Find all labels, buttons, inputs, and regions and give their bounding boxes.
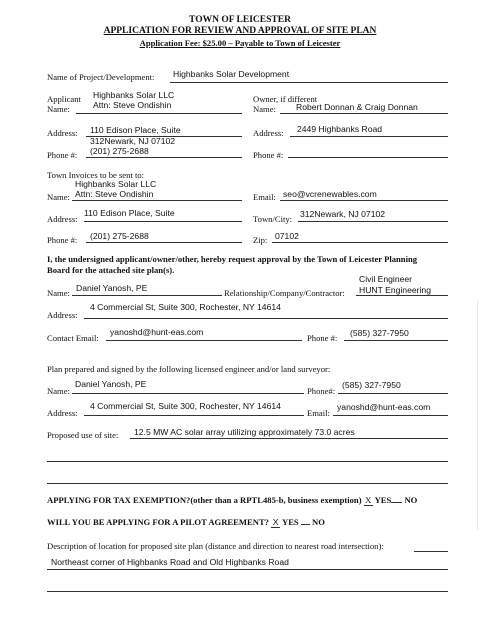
- invoices-name-line1[interactable]: Highbanks Solar LLC: [75, 179, 157, 189]
- pilot-no-blank[interactable]: [301, 524, 310, 525]
- plan-use-underline: [130, 438, 448, 439]
- request-phone-underline: [344, 340, 448, 341]
- owner-address-underline: [290, 136, 448, 137]
- invoices-email-label: Email:: [253, 192, 276, 202]
- request-address[interactable]: 4 Commercial St, Suite 300, Rochester, NY 14614: [90, 302, 281, 312]
- owner-label: Owner, if different: [253, 94, 318, 104]
- request-name-label: Name:: [47, 288, 70, 298]
- plan-name-underline: [72, 393, 304, 394]
- invoices-phone[interactable]: (201) 275-2688: [90, 231, 149, 241]
- pilot-text: WILL YOU BE APPLYING FOR A PILOT AGREEMENT?: [47, 517, 269, 527]
- invoices-address[interactable]: 110 Edison Place, Suite: [84, 208, 175, 218]
- request-relationship-line2[interactable]: HUNT Engineering: [359, 285, 431, 295]
- scan-edge: [477, 300, 478, 530]
- invoices-email-underline: [280, 200, 448, 201]
- plan-phone-underline: [338, 393, 448, 394]
- request-statement-line1: I, the undersigned applicant/owner/other, hereby request approval by the Town of Leicester Planning: [47, 254, 418, 264]
- project-label: Name of Project/Development:: [47, 72, 155, 82]
- tax-yes-blank[interactable]: X: [365, 495, 372, 505]
- request-phone-label: Phone #:: [307, 333, 338, 343]
- tax-no-label: NO: [404, 495, 418, 505]
- owner-address-label: Address:: [253, 128, 284, 138]
- invoices-zip-label: Zip:: [253, 235, 268, 245]
- plan-address[interactable]: 4 Commercial St, Suite 300, Rochester, NY 14614: [90, 401, 281, 411]
- form-title: APPLICATION FOR REVIEW AND APPROVAL OF SITE PLAN: [103, 26, 377, 36]
- request-email-label: Contact Email:: [47, 333, 99, 343]
- plan-address-underline: [84, 415, 304, 416]
- invoices-towncity-label: Town/City:: [253, 214, 293, 224]
- plan-use-label: Proposed use of site:: [47, 430, 119, 440]
- location-value[interactable]: Northeast corner of Highbanks Road and Old Highbanks Road: [51, 557, 289, 567]
- request-statement-line2: Board for the attached site plan(s).: [47, 265, 175, 275]
- request-relationship-underline: [356, 295, 448, 296]
- location-value-underline: [47, 569, 448, 570]
- applicant-address-line2[interactable]: 312Newark, NJ 07102: [90, 136, 176, 146]
- request-address-label: Address:: [47, 310, 78, 320]
- plan-email[interactable]: yanoshd@hunt-eas.com: [337, 402, 431, 412]
- applicant-name-line2[interactable]: Attn: Steve Ondishin: [93, 100, 172, 110]
- applicant-phone-underline: [86, 157, 242, 158]
- pilot-agreement-question: [47, 517, 325, 528]
- plan-email-label: Email:: [307, 408, 330, 418]
- owner-phone-underline: [288, 157, 448, 158]
- invoices-name-line2[interactable]: Attn: Steve Ondishin: [75, 189, 154, 199]
- location-label: Description of location for proposed site plan (distance and direction to nearest road intersection):: [47, 541, 384, 551]
- invoices-zip[interactable]: 07102: [275, 231, 299, 241]
- invoices-address-underline: [84, 221, 242, 222]
- town-heading: TOWN OF LEICESTER: [189, 15, 291, 25]
- plan-use[interactable]: 12.5 MW AC solar array utilizing approximately 73.0 acres: [134, 427, 355, 437]
- plan-name-label: Name:: [47, 386, 70, 396]
- pilot-yes-blank[interactable]: X: [272, 517, 279, 527]
- applicant-label: Applicant: [47, 94, 81, 104]
- project-underline: [170, 82, 448, 83]
- invoices-name-label: Name:: [47, 192, 70, 202]
- tax-yes-label: YES: [374, 495, 392, 505]
- owner-name-label: Name:: [253, 104, 276, 114]
- invoices-email[interactable]: seo@vcrenewables.com: [283, 189, 377, 199]
- owner-name[interactable]: Robert Donnan & Craig Donnan: [296, 102, 418, 112]
- invoices-address-label: Address:: [47, 214, 78, 224]
- applicant-phone-label: Phone #:: [47, 150, 78, 160]
- invoices-towncity[interactable]: 312Newark, NJ 07102: [300, 209, 386, 219]
- plan-email-underline: [333, 415, 448, 416]
- request-name-underline: [72, 295, 222, 296]
- pilot-yes-label: YES: [281, 517, 299, 527]
- invoices-zip-underline: [272, 242, 448, 243]
- invoices-phone-label: Phone #:: [47, 235, 78, 245]
- tax-no-blank[interactable]: [391, 502, 402, 503]
- pilot-no-label: NO: [312, 517, 325, 527]
- plan-address-label: Address:: [47, 408, 78, 418]
- plan-phone[interactable]: (585) 327-7950: [342, 380, 401, 390]
- location-label-underline: [414, 551, 448, 552]
- owner-address[interactable]: 2449 Highbanks Road: [297, 124, 383, 134]
- invoices-heading: Town Invoices to be sent to:: [47, 170, 145, 180]
- applicant-address-label: Address:: [47, 128, 78, 138]
- invoices-phone-underline: [86, 242, 242, 243]
- invoices-name-underline: [72, 200, 242, 201]
- owner-name-underline: [280, 113, 448, 114]
- owner-phone-label: Phone #:: [253, 150, 284, 160]
- request-email-underline: [106, 340, 302, 341]
- applicant-name-underline: [76, 113, 242, 114]
- request-address-underline: [84, 318, 448, 319]
- plan-extra-line-1: [47, 461, 448, 462]
- plan-name[interactable]: Daniel Yanosh, PE: [75, 379, 147, 389]
- invoices-towncity-underline: [298, 221, 448, 222]
- request-relationship-label: Relationship/Company/Contractor:: [224, 288, 345, 298]
- applicant-address-line1[interactable]: 110 Edison Place, Suite: [90, 125, 181, 135]
- fee-notice: Application Fee: $25.00 – Payable to Town of Leicester: [139, 38, 341, 48]
- tax-exemption-question: [47, 495, 417, 506]
- request-email[interactable]: yanoshd@hunt-eas.com: [110, 327, 204, 337]
- project-value[interactable]: Highbanks Solar Development: [173, 69, 290, 79]
- applicant-name-label: Name:: [47, 104, 70, 114]
- request-name[interactable]: Daniel Yanosh, PE: [76, 283, 148, 293]
- plan-phone-label: Phone#:: [307, 386, 336, 396]
- plan-extra-line-2: [47, 483, 448, 484]
- applicant-phone[interactable]: (201) 275-2688: [90, 146, 149, 156]
- location-extra-line: [47, 591, 448, 592]
- request-phone[interactable]: (585) 327-7950: [350, 328, 409, 338]
- tax-exemption-text: APPLYING FOR TAX EXEMPTION?(other than a RPTL485-b, business exemption): [47, 495, 362, 505]
- applicant-name-line1[interactable]: Highbanks Solar LLC: [93, 90, 175, 100]
- request-relationship-line1[interactable]: Civil Engineer: [359, 274, 413, 284]
- plan-heading: Plan prepared and signed by the following licensed engineer and/or land surveyor:: [47, 364, 331, 374]
